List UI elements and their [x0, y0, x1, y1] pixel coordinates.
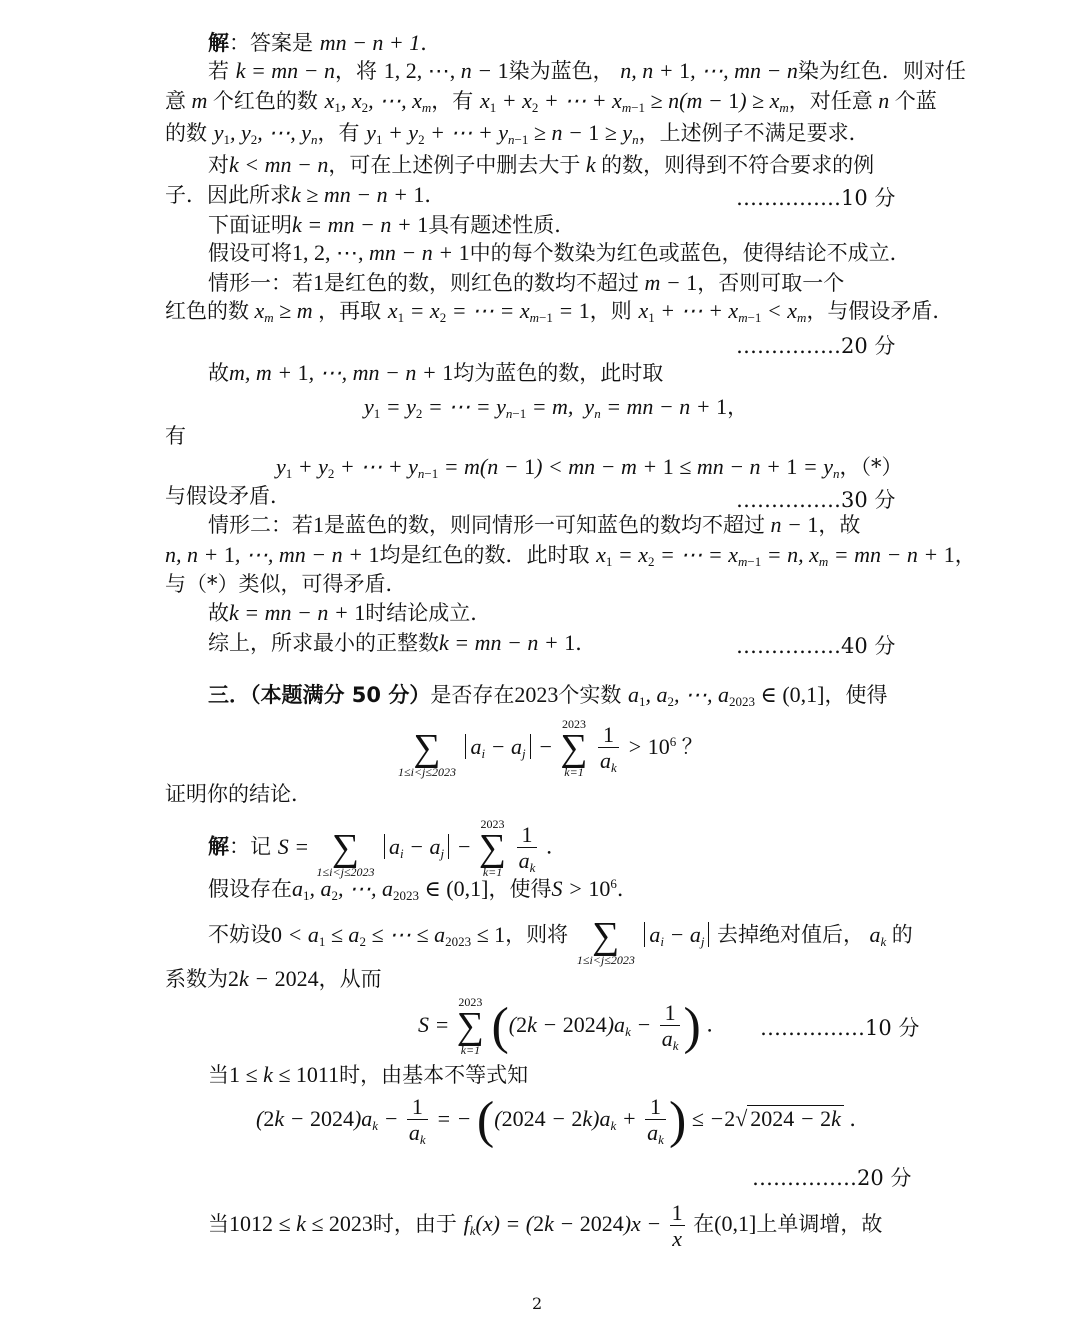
text-line: 综上，所求最小的正整数k = mn − n + 1． [208, 630, 597, 655]
text-line: 若 k = mn − n，将 1, 2, ⋯, n − 1染为蓝色， n, n + 1, ⋯, mn − n染为红色．则对任 [208, 58, 966, 83]
text-line: 情形二：若1是蓝色的数，则同情形一可知蓝色的数均不超过 n − 1，故 [208, 512, 861, 537]
text-line: 有 [165, 424, 186, 448]
score-10: ……………10 分 [736, 186, 896, 210]
text-line: 红色的数 $x_m \ge m$ ，再取 $x_1 = x_2$ = ⋯ = $x_{m-1} = 1$，则 $x_1$ + ⋯ + $x_{m-1} < x_m$，与假设矛盾． [165, 298, 954, 325]
solution-answer-line: 解：答案是 mn − n + 1． [208, 30, 442, 55]
text-line: 下面证明k = mn − n + 1具有题述性质． [208, 212, 576, 237]
score-40: ……………40 分 [736, 634, 896, 658]
solution-label: 解 [208, 31, 229, 55]
text-line: 故k = mn − n + 1时结论成立． [208, 600, 492, 625]
text-line: 当1 ≤ k ≤ 1011时，由基本不等式知 [208, 1062, 529, 1087]
text-line: 意 m 个红色的数 $x_1$, $x_2$, ⋯, $x_m$，有 $x_1 + x_2$ + ⋯ + $x_{m-1} \ge n(m - 1) \ge x_m$，对任意 n 个蓝 [165, 88, 937, 115]
text-line: 证明你的结论． [165, 782, 312, 806]
text-line: 与（*）类似，可得矛盾． [165, 572, 407, 596]
problem-points: （本题满分 50 分） [250, 683, 431, 707]
score-3-20: ……………20 分 [752, 1166, 912, 1190]
text-line: 假设可将1, 2, ⋯, mn − n + 1中的每个数染为红色或蓝色，使得结论不成立． [208, 240, 911, 265]
page-number: 2 [532, 1294, 543, 1313]
text-line: 不妨设$0 < a_1 \le a_2$ ≤ ⋯ ≤ $a_{2023} \le 1$，则将 ∑ 1≤i<j≤2023 $a_i - a_j$ 去掉绝对值后， $a_k$ 的 [208, 915, 913, 968]
score-3-10: ……………10 分 [760, 1016, 920, 1040]
text-line: 系数为2k − 2024，从而 [165, 966, 382, 991]
solution-label: 解 [208, 834, 229, 859]
formula-ineq: $(2k - 2024)a_k$ − $\frac{1}{a_k}$ = − ($(2024 - 2k)a_k$ + $\frac{1}{a_k}$ ) ≤ −2√ 2024 − 2k ． [256, 1092, 871, 1150]
formula-line: $y_1 + y_2$ + ⋯ + $y_{n-1} = m(n - 1)$ < mn − m + 1 ≤ mn − $n + 1 = y_n$，（*） [276, 454, 903, 481]
problem-3-heading: 三．（本题满分 50 分）是否存在2023个实数 $a_1$, $a_2$, ⋯, $a_{2023}$ ∈ (0,1]，使得 [208, 682, 888, 709]
problem-3-inequality: ∑ 1≤i<j≤2023 $a_i - a_j$ − 2023 ∑ k=1 $\frac{1}{a_k}$ > $10^6$ ？ [398, 717, 703, 780]
text-line: n, n + 1, ⋯, mn − n + 1均是红色的数．此时取 $x_1 = x_2$ = ⋯ = $x_{m-1} = n$, $x_m$ = mn − n + 1， [165, 542, 976, 569]
solution-3-def: 解：记 S = ∑ 1≤i<j≤2023 $a_i - a_j$ − 2023 ∑ k=1 $\frac{1}{a_k}$ ． [208, 817, 567, 880]
text-line: 与假设矛盾． [165, 484, 291, 508]
score-30: ……………30 分 [736, 488, 896, 512]
text-line: 情形一：若1是红色的数，则红色的数均不超过 m − 1，否则可取一个 [208, 270, 845, 295]
formula-line: $y_1 = y_2$ = ⋯ = $y_{n-1} = m$, $y_n$ = mn − n + 1， [364, 394, 749, 421]
text-line: 当1012 ≤ k ≤ 2023时，由于 $f_k(x) = (2k - 2024)x$ − $\frac{1}{x}$ 在(0,1]上单调增，故 [208, 1200, 883, 1252]
formula-S: S = 2023 ∑ k=1 ($(2k - 2024)a_k$ − $\frac{1}{a_k}$ ) ． [418, 995, 728, 1058]
text-line: 假设存在$a_1$, $a_2$, ⋯, $a_{2023}$ ∈ (0,1]，使得$S > 10^6$． [208, 876, 638, 903]
answer-formula: mn − n + 1 [319, 30, 421, 55]
score-20: ……………20 分 [736, 334, 896, 358]
text-line: 对k < mn − n，可在上述例子中删去大于 k 的数，则得到不符合要求的例 [208, 152, 875, 177]
text-line: 子．因此所求k ≥ mn − n + 1． [165, 182, 446, 207]
problem-number: 三． [208, 683, 250, 707]
text-line: 的数 $y_1$, $y_2$, ⋯, $y_n$，有 $y_1 + y_2$ + ⋯ + $y_{n-1} \ge n - 1 \ge y_n$，上述例子不满足要求． [165, 120, 870, 147]
text-line: 故m, m + 1, ⋯, mn − n + 1均为蓝色的数，此时取 [208, 360, 664, 385]
